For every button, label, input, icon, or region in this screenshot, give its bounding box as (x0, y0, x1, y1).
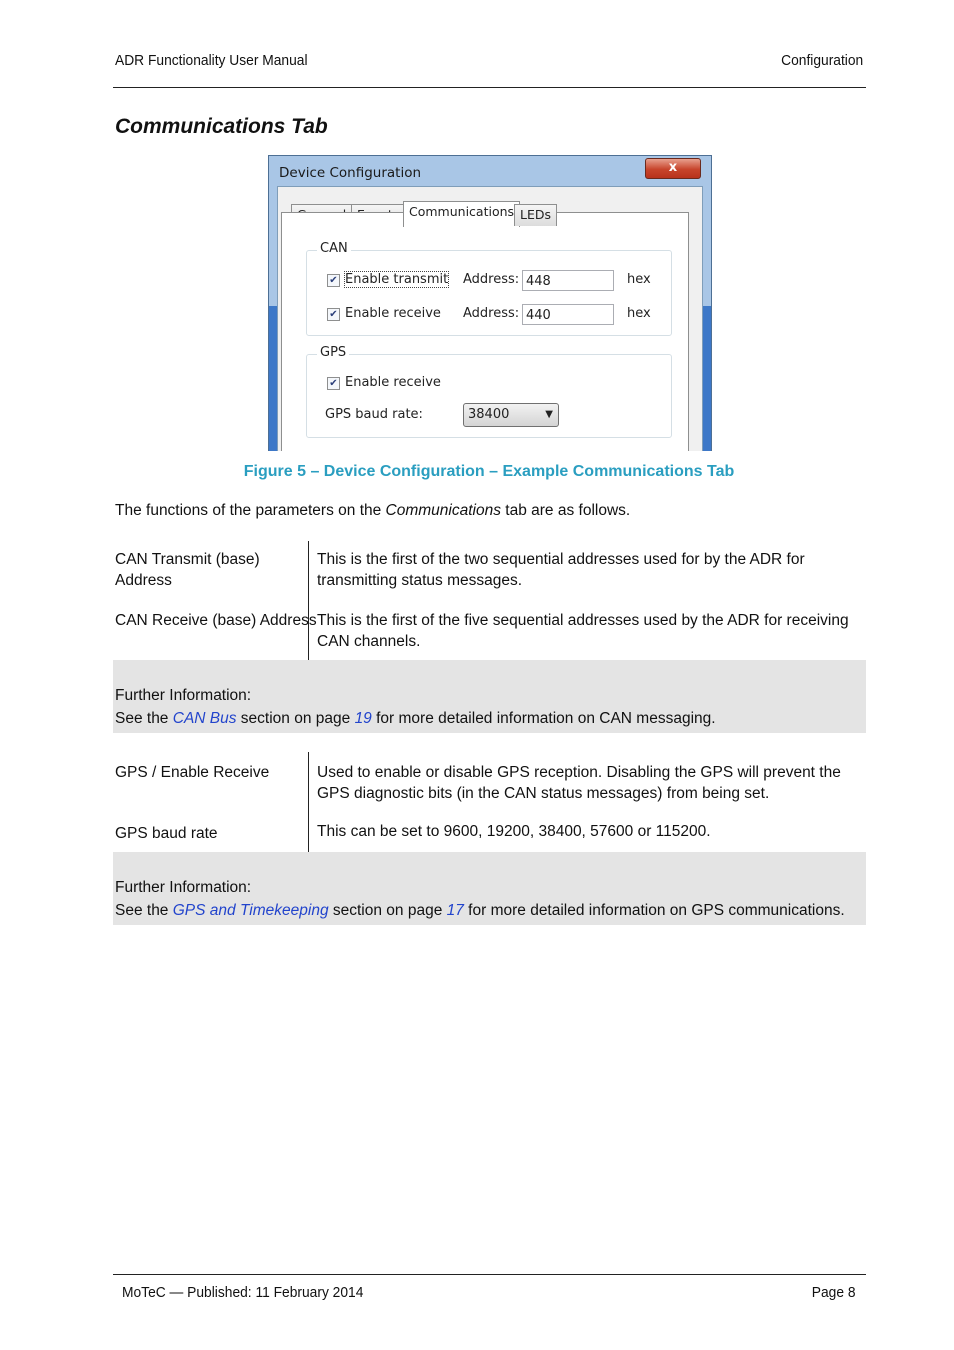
transmit-address-input[interactable]: 448 (522, 270, 614, 291)
window-frame-left (269, 306, 277, 451)
desc-gps-baud-rate: This can be set to 9600, 19200, 38400, 57600 or 115200. (317, 823, 711, 840)
desc-can-transmit (317, 549, 805, 591)
desc-line: This is the first of the two sequential addresses used for by the ADR for (317, 551, 805, 568)
transmit-address-label: Address: (463, 272, 520, 287)
intro-paragraph (115, 500, 630, 521)
enable-receive-checkbox[interactable]: ✔ (327, 308, 340, 321)
further-info-box-gps (113, 852, 866, 925)
header-section: Configuration (780, 52, 863, 69)
section-title: Communications Tab (115, 115, 328, 138)
tab-communications[interactable]: Communications (403, 201, 520, 227)
further-info-heading: Further Information: (115, 879, 252, 896)
enable-receive-label[interactable]: Enable receive (345, 306, 441, 321)
desc-gps-enable-receive (317, 762, 841, 804)
gps-enable-receive-label[interactable]: Enable receive (345, 375, 441, 390)
term-can-receive (115, 610, 317, 631)
tab-leds[interactable]: LEDs (514, 204, 557, 226)
further-info-text (115, 708, 716, 729)
gps-enable-receive-checkbox[interactable]: ✔ (327, 377, 340, 390)
gps-group-label: GPS (317, 345, 349, 360)
intro-text-end: tab are as follows. (500, 502, 631, 519)
gps-baud-select[interactable] (463, 403, 559, 427)
further-info-box-can (113, 660, 866, 733)
term-line: CAN Transmit (base) (115, 551, 260, 568)
page-17-link[interactable]: 17 (446, 902, 464, 919)
further-info-text (115, 900, 845, 921)
gps-baud-value: 38400 (468, 407, 510, 422)
further-text: for more detailed information on CAN messaging. (371, 710, 716, 727)
header-rule (113, 87, 866, 88)
desc-line: This is the first of the five sequential addresses used by the ADR for receiving (317, 612, 849, 629)
tab-page-communications (281, 212, 689, 451)
term-gps-enable-receive: GPS / Enable Receive (115, 764, 270, 781)
desc-line: Used to enable or disable GPS reception. Disabling the GPS will prevent the (317, 764, 841, 781)
term-line: Address (115, 572, 172, 589)
dialog-title: Device Configuration (279, 165, 422, 181)
gps-baud-label: GPS baud rate: (325, 407, 423, 422)
intro-italic: Communications (385, 502, 501, 519)
enable-transmit-label[interactable]: Enable transmit (345, 272, 449, 287)
receive-unit: hex (627, 306, 651, 321)
window-frame-right (703, 306, 711, 451)
chevron-down-icon: ▼ (545, 409, 553, 420)
footer-page-number: Page 8 (812, 1284, 856, 1301)
further-text: See the (115, 902, 173, 919)
header-doc-title: ADR Functionality User Manual (115, 52, 308, 69)
transmit-unit: hex (627, 272, 651, 287)
further-text: section on page (328, 902, 447, 919)
desc-line: GPS diagnostic bits (in the CAN status messages) from being set. (317, 785, 770, 802)
intro-text: The functions of the parameters on the (115, 502, 386, 519)
term-can-transmit (115, 549, 260, 591)
further-text: See the (115, 710, 173, 727)
further-text: for more detailed information on GPS communications. (463, 902, 845, 919)
desc-can-receive (317, 610, 849, 652)
page-19-link[interactable]: 19 (354, 710, 372, 727)
further-info-heading: Further Information: (115, 687, 252, 704)
further-text: section on page (236, 710, 355, 727)
close-button[interactable]: x (645, 158, 701, 179)
term-gps-baud-rate: GPS baud rate (115, 825, 218, 842)
can-group-label: CAN (317, 241, 351, 256)
term-line: CAN Receive (base) Address (115, 612, 317, 629)
table2-divider (308, 752, 309, 852)
enable-transmit-checkbox[interactable]: ✔ (327, 274, 340, 287)
device-configuration-dialog (268, 155, 712, 451)
can-group (306, 250, 672, 336)
table1-divider (308, 541, 309, 660)
can-bus-link[interactable]: CAN Bus (172, 710, 237, 727)
receive-address-input[interactable]: 440 (522, 304, 614, 325)
desc-line: transmitting status messages. (317, 572, 523, 589)
desc-line: CAN channels. (317, 633, 421, 650)
gps-timekeeping-link[interactable]: GPS and Timekeeping (172, 902, 329, 919)
footer-publisher: MoTeC — Published: 11 February 2014 (122, 1284, 364, 1301)
receive-address-label: Address: (463, 306, 520, 321)
footer-rule (113, 1274, 866, 1275)
figure-caption: Figure 5 – Device Configuration – Example Communications Tab (243, 463, 735, 480)
